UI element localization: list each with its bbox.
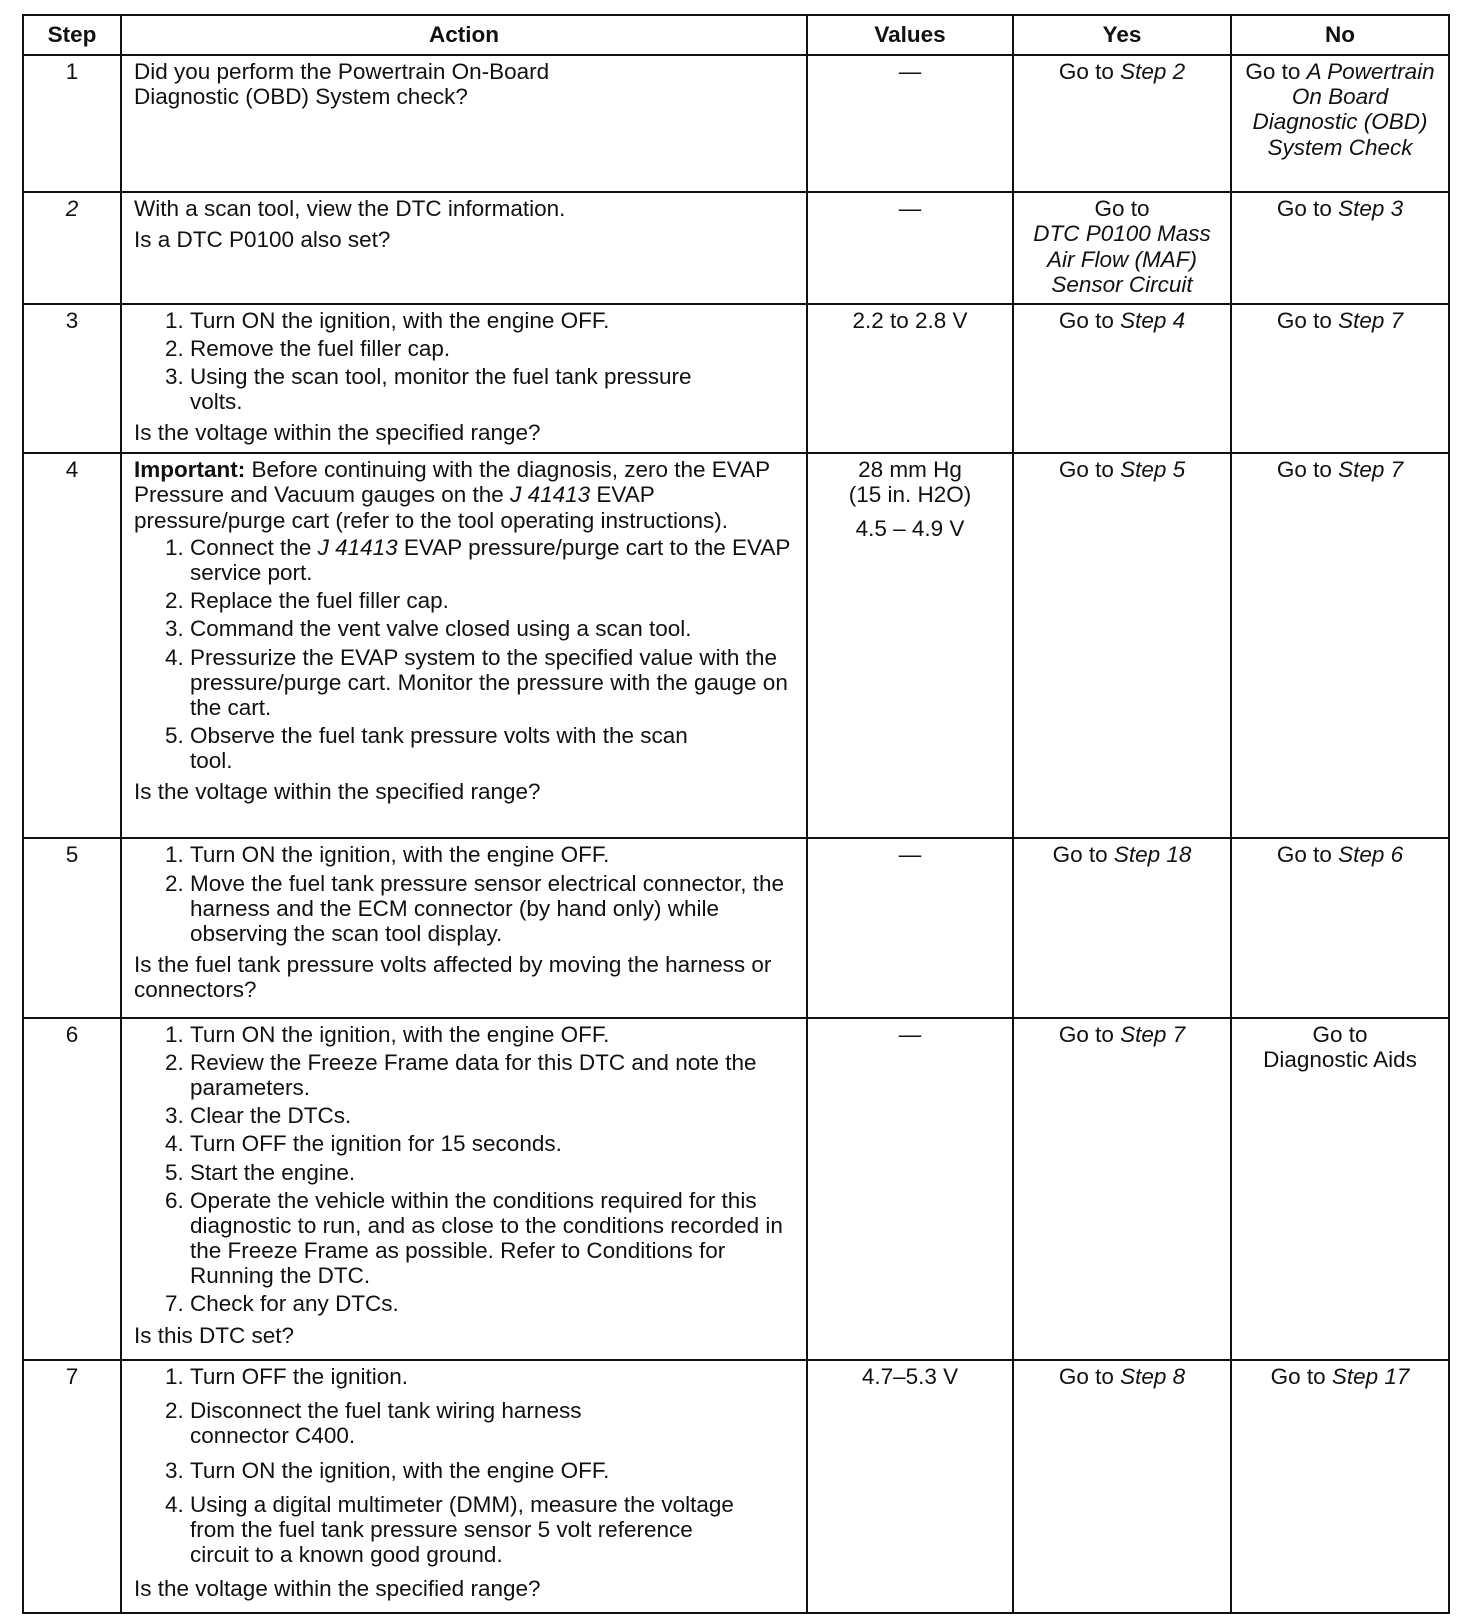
action-steps <box>134 1022 794 1317</box>
action-step: 6. Operate the vehicle within the conditions required for this diagnostic to run, and as close to the conditions recorded in the Freeze Frame as possible. Refer to Conditions for Running the DTC. <box>190 1188 794 1289</box>
action-steps <box>134 535 794 774</box>
action-cell <box>121 1360 807 1613</box>
action-cell <box>121 304 807 454</box>
no-cell: Go to Step 7 <box>1231 453 1449 838</box>
action-cell <box>121 838 807 1017</box>
no-cell: Go to Diagnostic Aids <box>1231 1018 1449 1360</box>
action-step: 3. Command the vent valve closed using a scan tool. <box>190 616 794 641</box>
step-number: 4 <box>23 453 121 838</box>
no-cell: Go to Step 17 <box>1231 1360 1449 1613</box>
table-row <box>23 1360 1449 1613</box>
step-number: 5 <box>23 838 121 1017</box>
action-step: 5. Observe the fuel tank pressure volts with the scan tool. <box>190 723 794 773</box>
table-row <box>23 55 1449 192</box>
action-question: Is the voltage within the specified range? <box>134 420 541 446</box>
action-question: Is a DTC P0100 also set? <box>134 227 391 253</box>
no-link: Diagnostic Aids <box>1263 1046 1417 1072</box>
header-action: Action <box>121 15 807 55</box>
table-row <box>23 838 1449 1017</box>
no-cell: Go to Step 3 <box>1231 192 1449 303</box>
table-row <box>23 453 1449 838</box>
action-question: Is this DTC set? <box>134 1322 295 1348</box>
action-step: 3. Clear the DTCs. <box>190 1103 794 1128</box>
yes-link: Step 4 <box>1120 307 1186 333</box>
yes-link: Step 8 <box>1120 1363 1186 1389</box>
no-cell: Go to Step 7 <box>1231 304 1449 454</box>
header-step: Step <box>23 15 121 55</box>
table-row <box>23 192 1449 303</box>
header-values: Values <box>807 15 1013 55</box>
values-cell: 2.2 to 2.8 V <box>807 304 1013 454</box>
action-step: 4. Pressurize the EVAP system to the specified value with the pressure/purge cart. Monitor the pressure with the gauge on the cart. <box>190 645 794 721</box>
tool-ref: J 41413 <box>317 534 398 560</box>
action-question: Did you perform the Powertrain On-Board Diagnostic (OBD) System check? <box>134 59 550 110</box>
yes-link: Step 18 <box>1113 842 1192 868</box>
important-note: Important: Before continuing with the diagnosis, zero the EVAP Pressure and Vacuum gauges on the J 41413 EVAP pressure/purge cart (refer to the tool operating instructions). <box>134 457 770 533</box>
action-step: 7. Check for any DTCs. <box>190 1291 794 1316</box>
action-steps <box>134 1364 794 1567</box>
action-step: 2. Move the fuel tank pressure sensor electrical connector, the harness and the ECM connector (by hand only) while observing the scan tool display. <box>190 871 794 947</box>
action-step: 5. Start the engine. <box>190 1160 794 1185</box>
action-step: 4. Turn OFF the ignition for 15 seconds. <box>190 1131 794 1156</box>
step-number: 7 <box>23 1360 121 1613</box>
action-step: 3. Turn ON the ignition, with the engine OFF. <box>190 1458 794 1483</box>
action-step: 1. Turn ON the ignition, with the engine OFF. <box>190 1022 794 1047</box>
yes-cell: Go to Step 7 <box>1013 1018 1231 1360</box>
values-cell: — <box>807 1018 1013 1360</box>
action-cell <box>121 192 807 303</box>
action-step: 1. Turn ON the ignition, with the engine OFF. <box>190 308 794 333</box>
header-no: No <box>1231 15 1449 55</box>
yes-cell: Go to Step 4 <box>1013 304 1231 454</box>
yes-cell: Go to Step 8 <box>1013 1360 1231 1613</box>
values-cell: — <box>807 55 1013 192</box>
action-step: 2. Review the Freeze Frame data for this DTC and note the parameters. <box>190 1050 794 1100</box>
no-cell: Go to A Powertrain On Board Diagnostic (OBD) System Check <box>1231 55 1449 192</box>
yes-cell: Go to DTC P0100 Mass Air Flow (MAF) Sensor Circuit <box>1013 192 1231 303</box>
action-step: 2. Disconnect the fuel tank wiring harness connector C400. <box>190 1398 794 1448</box>
header-row <box>23 15 1449 55</box>
action-step: 1. Connect the J 41413 EVAP pressure/purge cart to the EVAP service port. <box>190 535 794 585</box>
action-steps <box>134 842 794 946</box>
action-cell <box>121 55 807 192</box>
step-number: 1 <box>23 55 121 192</box>
action-step: 1. Turn ON the ignition, with the engine OFF. <box>190 842 794 867</box>
table-row <box>23 1018 1449 1360</box>
yes-link: Step 2 <box>1120 59 1186 84</box>
action-question: Is the voltage within the specified range? <box>134 1576 541 1602</box>
yes-link: DTC P0100 Mass Air Flow (MAF) Sensor Circuit <box>1033 221 1211 297</box>
action-step: 2. Remove the fuel filler cap. <box>190 336 794 361</box>
action-question: Is the fuel tank pressure volts affected by moving the harness or connectors? <box>134 952 772 1003</box>
no-link: Step 7 <box>1338 307 1404 333</box>
tool-ref: J 41413 <box>510 482 591 508</box>
action-step: 2. Replace the fuel filler cap. <box>190 588 794 613</box>
no-cell: Go to Step 6 <box>1231 838 1449 1017</box>
yes-cell: Go to Step 2 <box>1013 55 1231 192</box>
values-cell: — <box>807 192 1013 303</box>
step-number: 3 <box>23 304 121 454</box>
yes-link: Step 7 <box>1120 1021 1186 1047</box>
no-link: Step 17 <box>1331 1363 1410 1389</box>
step-number: 2 <box>23 192 121 303</box>
no-link: Step 6 <box>1338 842 1404 868</box>
header-yes: Yes <box>1013 15 1231 55</box>
step-number: 6 <box>23 1018 121 1360</box>
yes-cell: Go to Step 18 <box>1013 838 1231 1017</box>
action-steps <box>134 308 794 415</box>
values-cell: — <box>807 838 1013 1017</box>
no-link: A Powertrain On Board Diagnostic (OBD) System Check <box>1252 59 1435 160</box>
action-step: 3. Using the scan tool, monitor the fuel tank pressure volts. <box>190 364 794 414</box>
action-intro: With a scan tool, view the DTC information. <box>134 196 566 222</box>
values-cell: 28 mm Hg (15 in. H2O) 4.5 – 4.9 V <box>807 453 1013 838</box>
no-link: Step 3 <box>1338 196 1404 222</box>
yes-link: Step 5 <box>1120 457 1186 483</box>
important-label: Important: <box>134 457 246 483</box>
diagnostic-table <box>22 14 1450 1614</box>
action-step: 4. Using a digital multimeter (DMM), measure the voltage from the fuel tank pressure sensor 5 volt reference circuit to a known good ground. <box>190 1492 794 1568</box>
values-cell: 4.7–5.3 V <box>807 1360 1013 1613</box>
action-step: 1. Turn OFF the ignition. <box>190 1364 794 1389</box>
action-cell <box>121 453 807 838</box>
table-row <box>23 304 1449 454</box>
action-cell <box>121 1018 807 1360</box>
action-question: Is the voltage within the specified range? <box>134 779 541 805</box>
yes-cell: Go to Step 5 <box>1013 453 1231 838</box>
no-link: Step 7 <box>1338 457 1404 483</box>
